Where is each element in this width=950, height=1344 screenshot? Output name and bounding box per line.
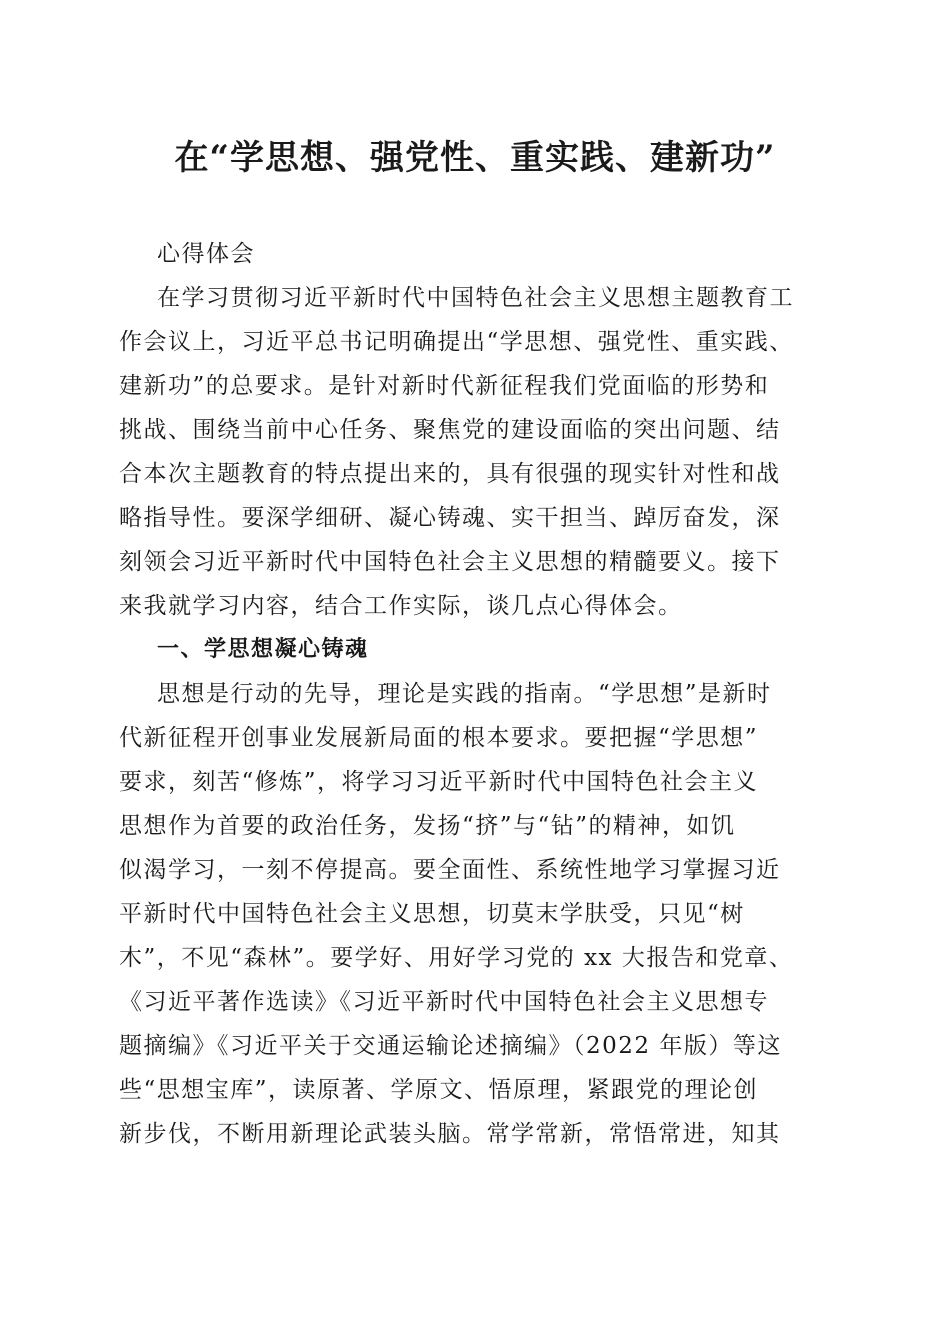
paragraph-line: 刻领会习近平新时代中国特色社会主义思想的精髓要义。接下 <box>119 549 781 575</box>
section-heading: 一、学思想凝心铸魂 <box>157 637 369 662</box>
paragraph-line: 平新时代中国特色社会主义思想，切莫末学肤受，只见“树 <box>119 901 745 927</box>
paragraph-line: 些“思想宝库”，读原著、学原文、悟原理，紧跟党的理论创 <box>119 1077 759 1103</box>
document-subtitle: 心得体会 <box>157 241 255 267</box>
paragraph-line: 挑战、围绕当前中心任务、聚焦党的建设面临的突出问题、结 <box>119 417 781 443</box>
paragraph-line: 代新征程开创事业发展新局面的根本要求。要把握“学思想” <box>119 725 759 751</box>
paragraph-line: 在学习贯彻习近平新时代中国特色社会主义思想主题教育工 <box>157 285 794 311</box>
paragraph-line: 思想作为首要的政治任务，发扬“挤”与“钻”的精神，如饥 <box>119 813 736 839</box>
paragraph-line: 作会议上，习近平总书记明确提出“学思想、强党性、重实践、 <box>119 329 794 355</box>
paragraph-line: 思想是行动的先导，理论是实践的指南。“学思想”是新时 <box>157 681 772 707</box>
paragraph-line: 题摘编》《习近平关于交通运输论述摘编》（2022 年版）等这 <box>119 1033 782 1059</box>
paragraph-line: 建新功”的总要求。是针对新时代新征程我们党面临的形势和 <box>119 373 770 399</box>
paragraph-line: 似渴学习，一刻不停提高。要全面性、系统性地学习掌握习近 <box>119 857 781 883</box>
paragraph-line: 来我就学习内容，结合工作实际，谈几点心得体会。 <box>119 593 683 619</box>
paragraph-line: 合本次主题教育的特点提出来的，具有很强的现实针对性和战 <box>119 461 781 487</box>
paragraph-line: 略指导性。要深学细研、凝心铸魂、实干担当、踔厉奋发，深 <box>119 505 781 531</box>
paragraph-line: 《习近平著作选读》《习近平新时代中国特色社会主义思想专 <box>119 989 769 1015</box>
paragraph-line: 木”，不见“森林”。要学好、用好学习党的 xx 大报告和党章、 <box>119 945 794 971</box>
paragraph-line: 新步伐，不断用新理论武装头脑。常学常新，常悟常进，知其 <box>119 1121 781 1147</box>
document-title: 在“学思想、强党性、重实践、建新功” <box>174 138 776 178</box>
document-body <box>119 232 827 1156</box>
paragraph-line: 要求，刻苦“修炼”，将学习习近平新时代中国特色社会主义 <box>119 769 759 795</box>
